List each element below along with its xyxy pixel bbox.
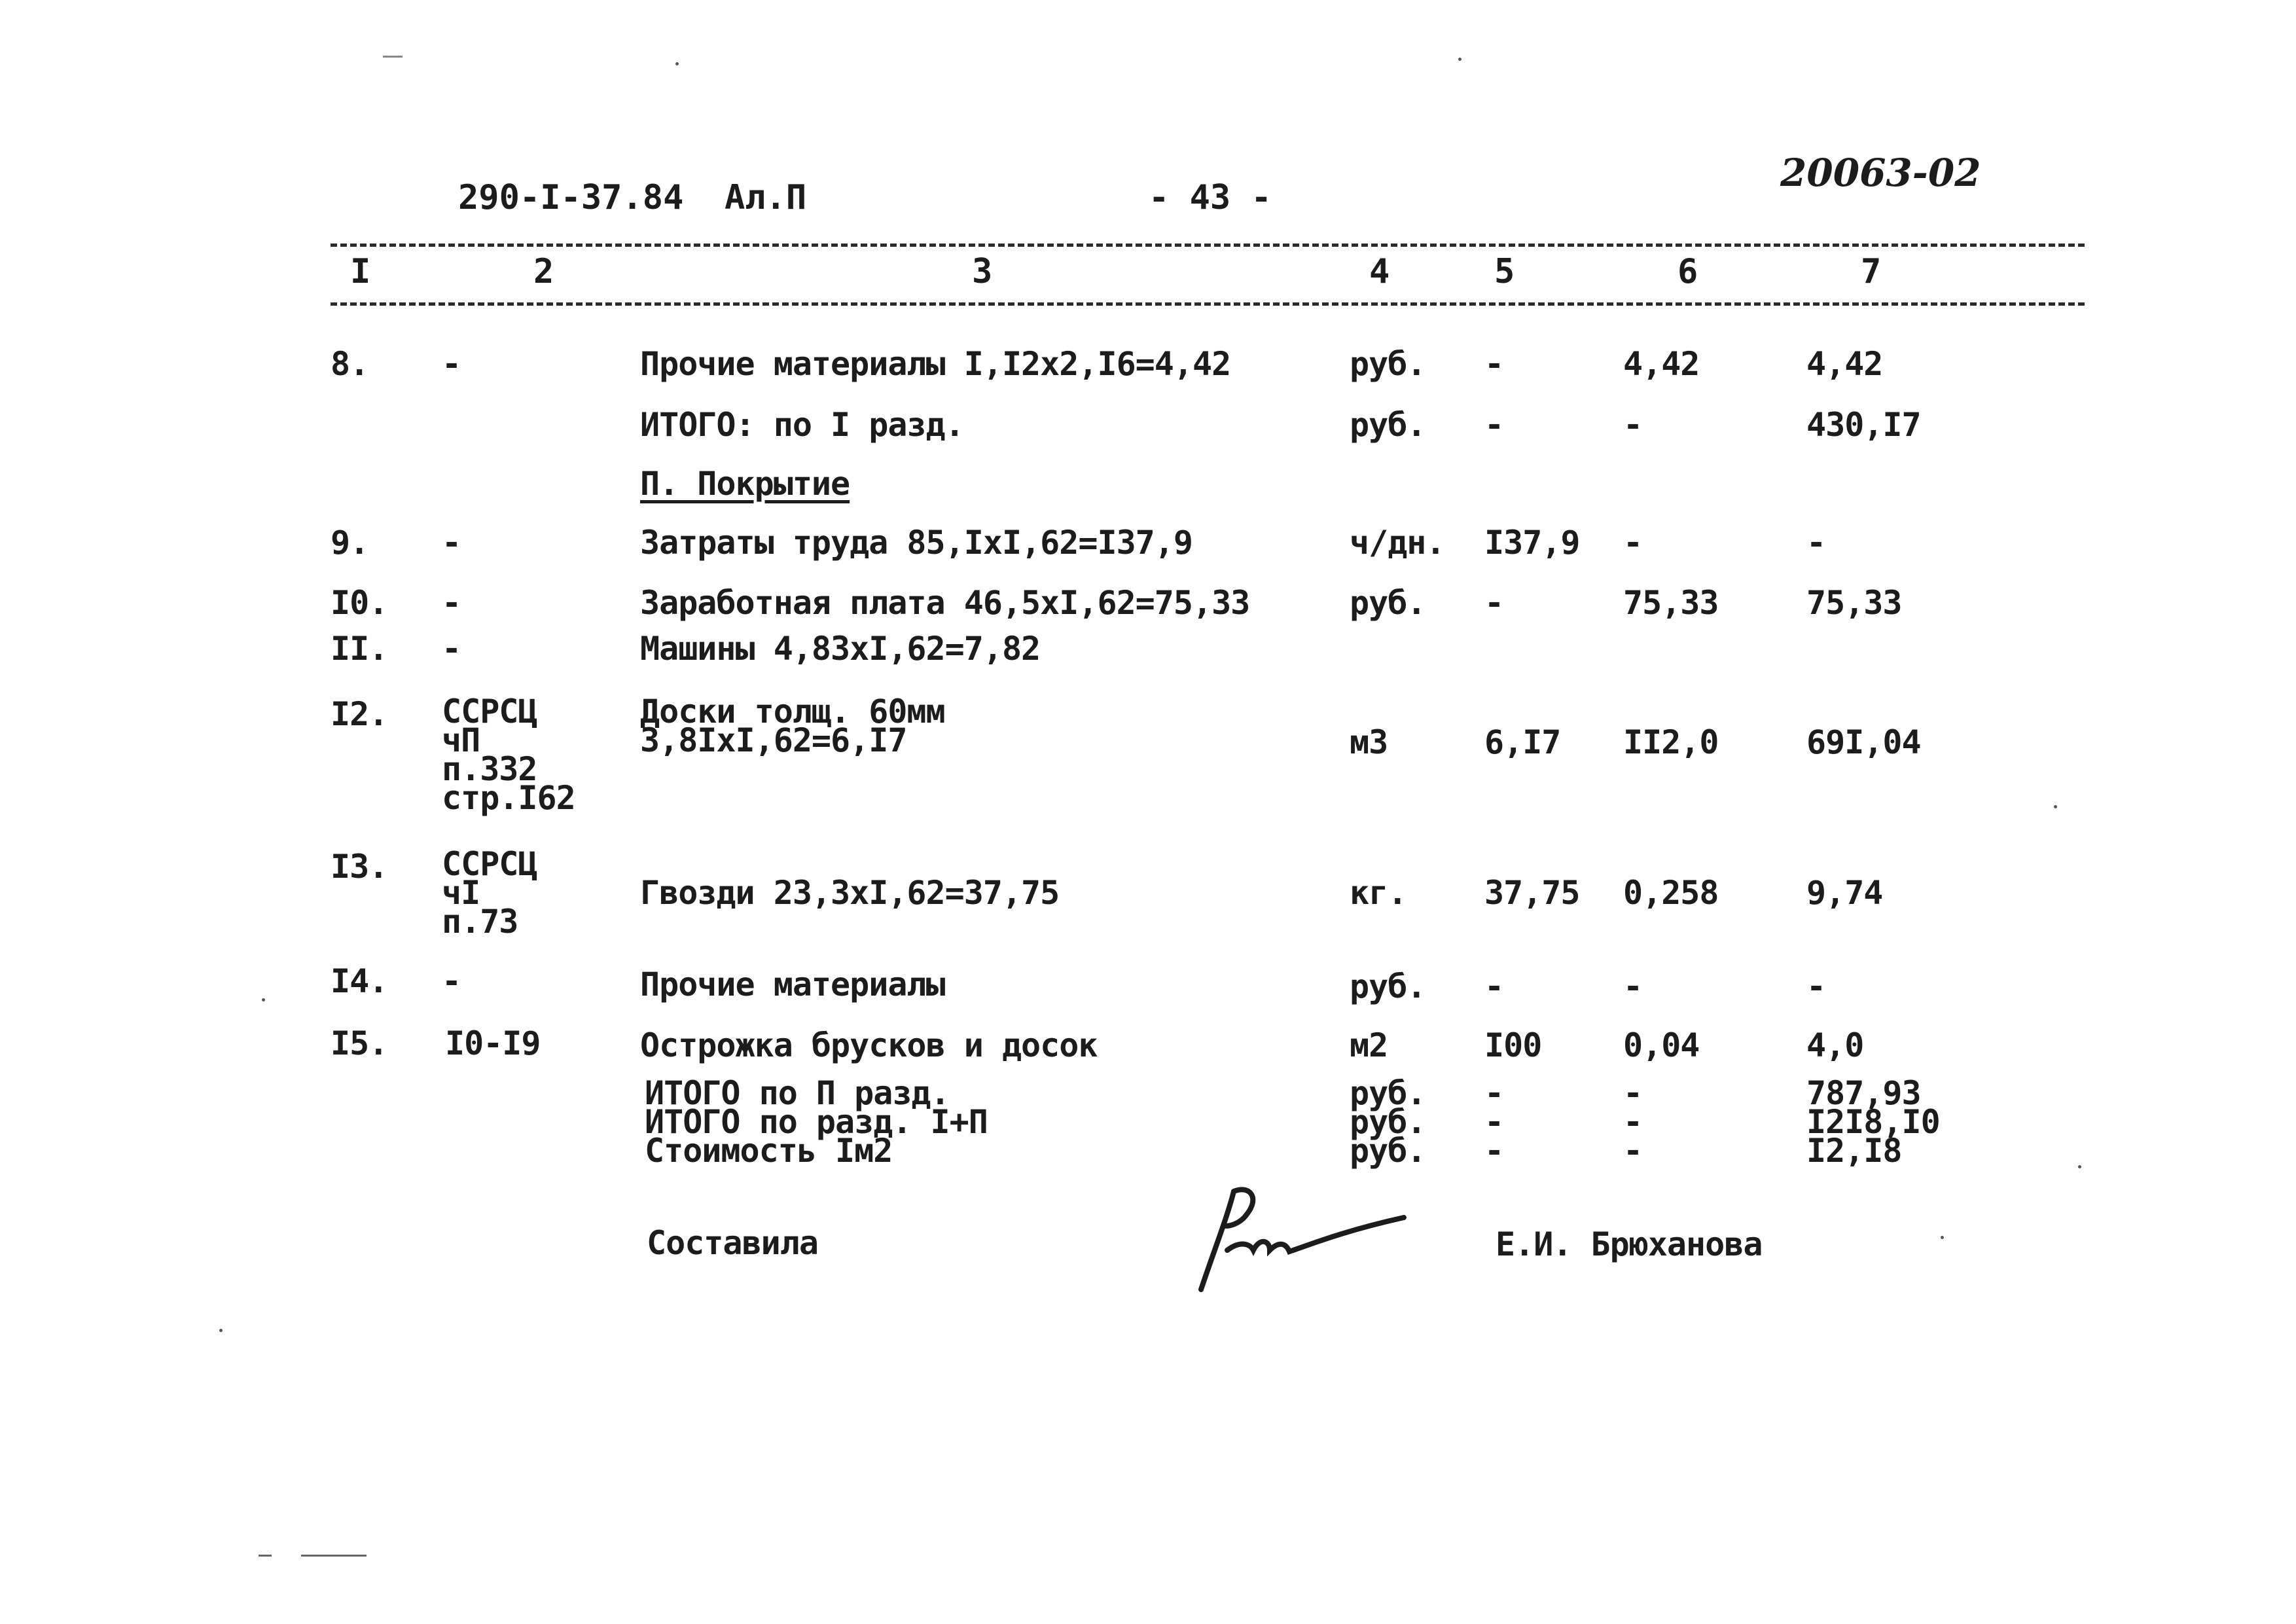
column-header-5: 5	[1494, 252, 1515, 291]
header-rule-top	[331, 244, 2085, 247]
scan-line	[259, 1555, 272, 1557]
scan-speck	[1941, 1236, 1944, 1239]
column-header-1: I	[350, 252, 371, 291]
stamp-number: 20063-02	[1780, 151, 1981, 195]
totals-price: - - -	[1623, 1074, 1643, 1170]
scan-speck	[219, 1329, 223, 1332]
reference-block: ССРСЦ чI п.73	[442, 845, 537, 941]
total-line: Стоимость Iм2	[645, 1132, 893, 1170]
scan-line	[301, 1555, 367, 1557]
compiled-by-label: Составила	[647, 1224, 818, 1262]
section-heading: П. Покрытие	[640, 465, 850, 503]
totals-amount: 787,93 I2I8,I0 I2,I8	[1806, 1074, 1940, 1170]
document-code: 290-I-37.84 Ал.П	[458, 178, 807, 217]
scan-speck	[2078, 1165, 2081, 1168]
signature-mark	[1188, 1178, 1410, 1309]
reference-block: ССРСЦ чП п.332 стр.I62	[442, 693, 575, 817]
scan-speck	[262, 998, 265, 1001]
signer-name: Е.И. Брюханова	[1496, 1225, 1763, 1263]
total-line: ИТОГО по П разд.	[645, 1074, 950, 1112]
column-header-7: 7	[1861, 252, 1882, 291]
page-number: - 43 -	[1149, 178, 1272, 217]
column-header-3: 3	[972, 252, 993, 291]
column-header-4: 4	[1369, 252, 1390, 291]
scan-speck	[1458, 58, 1462, 61]
column-header-6: 6	[1677, 252, 1698, 291]
total-line: ИТОГО по разд. I+П	[645, 1103, 988, 1141]
scan-line	[383, 56, 403, 58]
header-rule-bottom	[331, 302, 2085, 306]
totals-qty: - - -	[1484, 1074, 1504, 1170]
description-block: Доски толщ. 60мм 3,8IxI,62=6,I7	[640, 693, 945, 759]
scan-speck	[675, 62, 679, 65]
totals-units: руб. руб. руб.	[1350, 1074, 1426, 1170]
scan-speck	[2054, 805, 2057, 808]
column-header-2: 2	[533, 252, 554, 291]
totals-descriptions	[645, 1074, 988, 1170]
